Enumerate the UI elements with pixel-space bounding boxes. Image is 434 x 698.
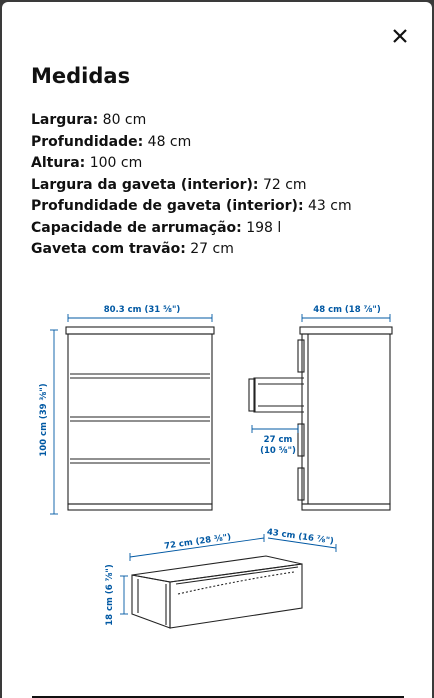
- drawer-height-dimension-line: [120, 576, 128, 614]
- side-depth-label: 48 cm (18 ⅞"): [313, 305, 381, 315]
- close-icon: [393, 29, 407, 43]
- spec-height: [31, 153, 411, 175]
- dimension-diagram: [2, 292, 432, 652]
- drawer-stop-dimension-line: [252, 425, 298, 433]
- dialog-title: Medidas: [31, 64, 131, 88]
- spec-label: Profundidade:: [31, 133, 144, 150]
- drawer-height-label: 18 cm (6 ⅞"): [105, 564, 115, 626]
- spec-depth: [31, 132, 411, 154]
- front-width-label: 80.3 cm (31 ⅝"): [103, 305, 181, 315]
- front-view-chest: [66, 327, 214, 510]
- drawer-depth-label: 43 cm (16 ⅞"): [266, 527, 335, 547]
- spec-label: Gaveta com travão:: [31, 241, 186, 257]
- spec-label: Capacidade de arrumação:: [31, 219, 242, 236]
- front-height-dimension-line: [50, 330, 58, 514]
- spec-width: [31, 110, 411, 132]
- spec-value: 100 cm: [89, 155, 143, 171]
- spec-label: Largura da gaveta (interior):: [31, 176, 259, 193]
- spec-value: 80 cm: [102, 112, 147, 128]
- drawer-stop-label: 27 cm: [263, 435, 293, 445]
- front-height-label: 100 cm (39 ⅜"): [39, 383, 49, 457]
- spec-value: 43 cm: [308, 198, 352, 214]
- spec-value: 48 cm: [147, 133, 192, 150]
- close-button[interactable]: [388, 24, 412, 48]
- measurements-dialog: [2, 2, 432, 698]
- spec-list: [31, 110, 411, 261]
- drawer-stop-inch-label: (10 ⅝"): [260, 446, 296, 456]
- front-width-dimension-line: [68, 314, 212, 322]
- spec-drawer-depth: [31, 196, 411, 218]
- spec-drawer-stop: [31, 239, 411, 261]
- spec-value: 198 l: [246, 219, 282, 236]
- spec-value: 27 cm: [190, 241, 234, 257]
- spec-value: 72 cm: [262, 176, 307, 193]
- spec-storage-capacity: [31, 218, 411, 240]
- side-view-chest: [249, 327, 392, 510]
- side-depth-dimension-line: [302, 314, 390, 322]
- drawer-width-label: 72 cm (28 ⅜"): [163, 532, 232, 552]
- drawer-perspective: [132, 556, 302, 628]
- spec-label: Profundidade de gaveta (interior):: [31, 198, 304, 214]
- spec-label: Largura:: [31, 112, 99, 128]
- spec-label: Altura:: [31, 155, 86, 171]
- spec-drawer-width: [31, 175, 411, 197]
